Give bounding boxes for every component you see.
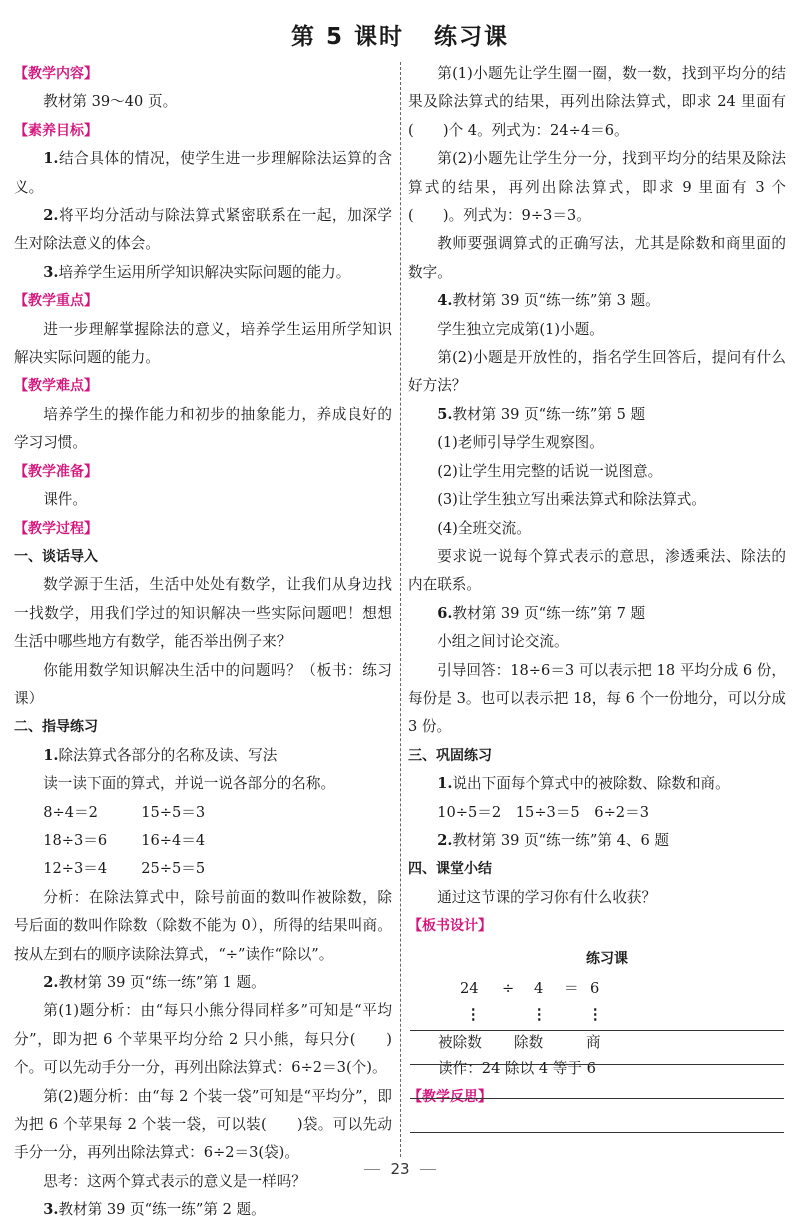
board-label-dividend: 被除数: [438, 1034, 482, 1051]
section-tag-key: 【教学重点】: [14, 293, 98, 310]
list-item: (3)让学生独立写出乘法算式和除法算式。: [437, 491, 706, 509]
goal-3: 3.培养学生运用所学知识解决实际问题的能力。: [43, 263, 351, 281]
page-number: 23: [0, 1160, 800, 1178]
column-divider: [400, 62, 401, 1157]
board-dots: ⋮: [466, 1006, 481, 1023]
list-item: (2)让学生用完整的话说一说图意。: [437, 462, 663, 480]
item-1-paragraph: 读一读下面的算式，并说一说各部分的名称。: [43, 775, 336, 793]
equation-row: 8÷4＝2 15÷5＝3: [43, 803, 206, 821]
board-quotient-value: 6: [590, 980, 600, 997]
section-heading-consolidate: 三、巩固练习: [408, 747, 492, 764]
right-paragraph-1: 第(1)小题先让学生圈一圈，数一数，找到平均分的结果及除法算式的结果，再列出除法算式，即求 24 里面有( )个 4。列式为：24÷4＝6。: [408, 65, 786, 139]
board-equals-sign: ＝: [564, 980, 579, 997]
right-paragraph-7: 小组之间讨论交流。: [437, 633, 569, 651]
prep-text: 课件。: [43, 491, 87, 509]
writing-line: [410, 1132, 784, 1133]
goal-1: 1.结合具体的情况，使学生进一步理解除法运算的含义。: [14, 150, 392, 196]
consolidate-item-1: 1.说出下面每个算式中的被除数、除数和商。: [437, 775, 730, 793]
section-heading-guided: 二、指导练习: [14, 719, 98, 736]
section-heading-intro: 一、谈话导入: [14, 548, 98, 565]
writing-line: [410, 1030, 784, 1031]
page-title: [0, 18, 800, 51]
goal-2: 2.将平均分活动与除法算式紧密联系在一起，加深学生对除法意义的体会。: [14, 207, 392, 253]
section-tag-difficult: 【教学难点】: [14, 378, 98, 395]
item-6-heading: 6.教材第 39 页“练一练”第 7 题: [437, 604, 646, 622]
board-dots: ⋮: [532, 1006, 547, 1023]
right-paragraph-6: 要求说一说每个算式表示的意思，渗透乘法、除法的内在联系。: [408, 547, 786, 594]
item-2-paragraph-3: 思考：这两个算式表示的意义是一样吗？: [43, 1172, 306, 1190]
section-heading-summary: 四、课堂小结: [408, 861, 492, 878]
writing-line: [410, 1098, 784, 1099]
analysis-paragraph: 分析：在除法算式中，除号前面的数叫作被除数，除号后面的数叫作除数（除数不能为 0），所得的结果叫商。按从左到右的顺序读除法算式，“÷”读作“除以”。: [14, 888, 392, 963]
key-text: 进一步理解掌握除法的意义，培养学生运用所学知识解决实际问题的能力。: [14, 320, 392, 367]
board-title: 练习课: [586, 950, 628, 967]
right-paragraph-5: 第(2)小题是开放性的，指名学生回答后，提问有什么好方法？: [408, 349, 786, 395]
section-tag-content: 【教学内容】: [14, 66, 98, 82]
summary-paragraph: 通过这节课的学习你有什么收获？: [437, 888, 657, 906]
right-paragraph-8: 引导回答：18÷6＝3 可以表示把 18 平均分成 6 份，每份是 3。也可以表示把 18，每 6 个一份地分，可以分成 3 份。: [408, 661, 786, 736]
list-item: (4)全班交流。: [437, 519, 531, 537]
section-tag-prep: 【教学准备】: [14, 463, 98, 480]
board-divisor-value: 4: [534, 980, 544, 997]
right-paragraph-3: 教师要强调算式的正确写法，尤其是除数和商里面的数字。: [408, 235, 786, 281]
right-paragraph-2: 第(2)小题先让学生分一分，找到平均分的结果及除法算式的结果，再列出除法算式，即求 9 里面有 3 个( )。列式为：9÷3＝3。: [408, 150, 786, 225]
board-label-divisor: 除数: [514, 1034, 544, 1051]
item-2-heading: 2.教材第 39 页“练一练”第 1 题。: [43, 974, 266, 991]
equation-row: 12÷3＝4 25÷5＝5: [43, 860, 206, 878]
equation-row: 18÷3＝6 16÷4＝4: [43, 831, 206, 849]
list-item: (1)老师引导学生观察图。: [437, 434, 604, 452]
right-paragraph-4: 学生独立完成第(1)小题。: [437, 320, 604, 338]
consolidate-item-2: 2.教材第 39 页“练一练”第 4、6 题: [437, 831, 669, 849]
item-3-heading: 3.教材第 39 页“练一练”第 2 题。: [43, 1201, 266, 1219]
board-label-quotient: 商: [586, 1034, 601, 1051]
content-text: 教材第 39～40 页。: [43, 93, 178, 111]
writing-line: [410, 1064, 784, 1065]
section-tag-reflect: 【教学反思】: [408, 1089, 492, 1105]
board-dividend-value: 24: [460, 980, 479, 997]
board-design: [408, 975, 786, 1083]
board-dots: ⋮: [588, 1006, 603, 1023]
consolidate-equations: 10÷5＝2 15÷3＝5 6÷2＝3: [437, 803, 649, 821]
board-divide-sign: ÷: [502, 980, 515, 997]
board-reading: 读作：24 除以 4 等于 6: [438, 1060, 596, 1077]
item-5-heading: 5.教材第 39 页“练一练”第 5 题: [437, 405, 646, 423]
lesson-number: 第 5 课时: [290, 24, 405, 50]
section-tag-process: 【教学过程】: [14, 520, 98, 537]
section-tag-goals: 【素养目标】: [14, 122, 98, 139]
lesson-name: 练习课: [434, 24, 510, 50]
left-column: [14, 60, 392, 1225]
difficult-text: 培养学生的操作能力和初步的抽象能力，养成良好的学习习惯。: [14, 405, 392, 452]
intro-paragraph-1: 数学源于生活，生活中处处有数学，让我们从身边找一找数学，用我们学过的知识解决一些实际问题吧！想想生活中哪些地方有数学，能否举出例子来？: [14, 576, 392, 651]
item-4-heading: 4.教材第 39 页“练一练”第 3 题。: [437, 292, 660, 310]
intro-paragraph-2: 你能用数学知识解决生活中的问题吗？（板书：练习课）: [14, 661, 392, 707]
item-2-paragraph-2: 第(2)题分析：由“每 2 个装一袋”可知是“平均分”，即为把 6 个苹果每 2 个装一袋，可以装( )袋。可以先动手分一分，再列出除法算式：6÷2＝3(袋)。: [14, 1087, 392, 1162]
section-tag-board: 【板书设计】: [408, 918, 492, 935]
item-2-paragraph-1: 第(1)题分析：由“每只小熊分得同样多”可知是“平均分”，即为把 6 个苹果平均分给 2 只小熊，每只分( )个。可以先动手分一分，再列出除法算式：6÷2＝3(个)。: [14, 1002, 392, 1077]
right-column: [408, 60, 786, 1111]
item-1-heading: 1.除法算式各部分的名称及读、写法: [43, 746, 278, 764]
